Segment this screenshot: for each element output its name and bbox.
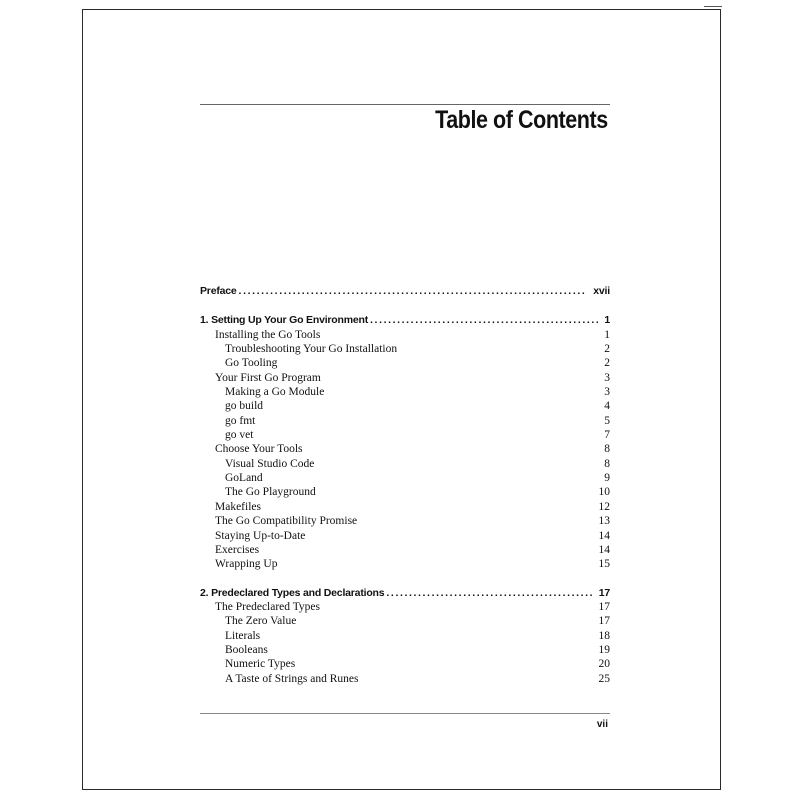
toc-title: Your First Go Program: [215, 371, 321, 384]
toc-entry[interactable]: [200, 657, 610, 671]
toc-title: Choose Your Tools: [215, 443, 303, 456]
toc-title: A Taste of Strings and Runes: [225, 672, 359, 685]
toc-title: The Go Playground: [225, 486, 316, 499]
dot-leader: [370, 313, 598, 327]
toc-page: 14: [598, 529, 610, 542]
toc-chapter-2[interactable]: [200, 586, 610, 600]
toc-entry[interactable]: [200, 414, 610, 428]
bottom-rule: [200, 713, 610, 714]
toc-entry[interactable]: [200, 428, 610, 442]
toc-page: xvii: [593, 285, 610, 297]
dot-leader: [386, 586, 592, 600]
toc-chapter-1[interactable]: [200, 313, 610, 327]
toc-page: 2: [604, 343, 610, 356]
toc-title: Booleans: [225, 643, 268, 656]
toc-page: 14: [598, 543, 610, 556]
toc-page: 17: [598, 615, 610, 628]
toc-entry[interactable]: [200, 557, 610, 571]
toc-entry[interactable]: [200, 629, 610, 643]
toc-page: 1: [604, 328, 610, 341]
toc-title: Preface: [200, 285, 237, 297]
toc-entry[interactable]: [200, 672, 610, 686]
toc-page: 17: [598, 586, 610, 599]
toc-entry[interactable]: [200, 371, 610, 385]
toc-page: 17: [598, 600, 610, 613]
toc-title: The Go Compatibility Promise: [215, 515, 358, 528]
toc-entry[interactable]: [200, 500, 610, 514]
toc-title: Troubleshooting Your Go Installation: [225, 343, 398, 356]
toc-page: 8: [604, 457, 610, 470]
toc-entry[interactable]: [200, 328, 610, 342]
toc-title: Installing the Go Tools: [215, 328, 321, 341]
toc-page: 3: [604, 371, 610, 384]
toc-entry[interactable]: [200, 442, 610, 456]
toc-entry[interactable]: [200, 457, 610, 471]
toc-page: 9: [604, 472, 610, 485]
page-number: vii: [596, 719, 608, 730]
dot-leader: [239, 284, 588, 298]
toc-title: Wrapping Up: [215, 558, 278, 571]
toc-entry[interactable]: [200, 614, 610, 628]
toc-page: 20: [598, 658, 610, 671]
toc-page: 13: [598, 515, 610, 528]
toc-title: Exercises: [215, 543, 260, 556]
toc-entry[interactable]: [200, 543, 610, 557]
toc-page: 25: [598, 672, 610, 685]
top-rule: [200, 104, 610, 105]
toc-entry[interactable]: [200, 514, 610, 528]
toc-page: 10: [598, 486, 610, 499]
toc-entry[interactable]: [200, 471, 610, 485]
toc-title: 2. Predeclared Types and Declarations: [200, 586, 385, 599]
toc-title: Numeric Types: [225, 658, 296, 671]
toc-title: Visual Studio Code: [225, 457, 315, 470]
toc-title: Go Tooling: [225, 357, 278, 370]
toc-entry[interactable]: [200, 342, 610, 356]
toc-title: Literals: [225, 629, 261, 642]
toc-title: Making a Go Module: [225, 386, 325, 399]
page-title: Table of Contents: [435, 106, 608, 134]
toc-preface[interactable]: [200, 284, 610, 298]
toc-title: GoLand: [225, 472, 263, 485]
toc-entry[interactable]: [200, 643, 610, 657]
toc-page: 7: [604, 429, 610, 442]
toc-title: Makefiles: [215, 500, 261, 513]
toc-title: go vet: [225, 429, 254, 442]
toc-entry[interactable]: [200, 529, 610, 543]
toc-page: 8: [604, 443, 610, 456]
toc-entry[interactable]: [200, 356, 610, 370]
toc-page: 5: [604, 414, 610, 427]
toc-page: 12: [598, 500, 610, 513]
corner-mark: [704, 6, 722, 7]
toc-title: The Zero Value: [225, 615, 297, 628]
toc-entry[interactable]: [200, 385, 610, 399]
toc-title: go build: [225, 400, 264, 413]
toc-page: 19: [598, 643, 610, 656]
toc-title: 1. Setting Up Your Go Environment: [200, 314, 369, 327]
toc-page: 3: [604, 386, 610, 399]
toc-title: go fmt: [225, 414, 256, 427]
toc-entry[interactable]: [200, 485, 610, 499]
toc-page: 18: [598, 629, 610, 642]
toc-page: 4: [604, 400, 610, 413]
toc-title: Staying Up-to-Date: [215, 529, 306, 542]
table-of-contents: [200, 284, 610, 686]
toc-entry[interactable]: [200, 399, 610, 413]
toc-page: 2: [604, 357, 610, 370]
toc-title: The Predeclared Types: [215, 600, 320, 613]
toc-entry[interactable]: [200, 600, 610, 614]
toc-page: 1: [604, 314, 610, 327]
toc-page: 15: [598, 558, 610, 571]
